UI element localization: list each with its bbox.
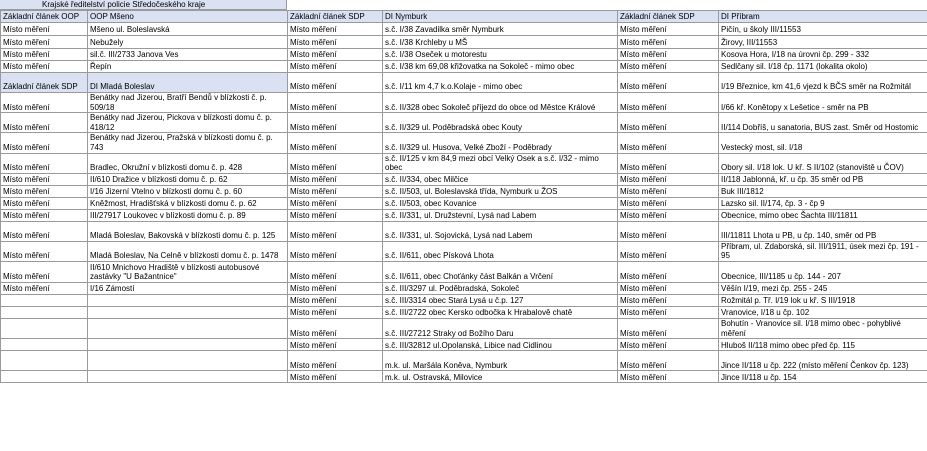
table-cell[interactable]: Místo měření	[1, 241, 88, 261]
table-cell[interactable]: s.č. III/32812 ul.Opolanská, Libice nad Cidlinou	[383, 339, 618, 351]
table-cell[interactable]: Místo měření	[1, 49, 88, 61]
table-cell[interactable]	[88, 351, 288, 371]
table-cell[interactable]: Vranovice, I/18 u čp. 102	[719, 306, 927, 318]
table-cell[interactable]: Místo měření	[618, 23, 719, 36]
table-cell[interactable]: Místo měření	[618, 306, 719, 318]
table-cell[interactable]: Bradlec, Okružní v blízkosti domu č. p. 428	[88, 153, 288, 173]
table-cell[interactable]: Řepín	[88, 61, 288, 73]
table-row	[1, 221, 927, 241]
table-cell[interactable]: Místo měření	[288, 294, 383, 306]
table-row	[1, 261, 927, 282]
table-cell[interactable]: I/66 kř. Konětopy x Lešetice - směr na PB	[719, 93, 927, 113]
table-cell[interactable]: s.č. II/329 ul. Poděbradská obec Kouty	[383, 113, 618, 133]
table-cell[interactable]: Mladá Boleslav, Bakovská v blízkosti domu č. p. 125	[88, 221, 288, 241]
table-row	[1, 49, 927, 61]
table-row	[1, 73, 927, 93]
table-cell[interactable]: Místo měření	[1, 23, 88, 36]
table-cell[interactable]: DI Příbram	[719, 11, 927, 23]
table-cell[interactable]: Místo měření	[288, 371, 383, 383]
table-cell[interactable]: s.č. II/328 obec Sokoleč příjezd do obce od Městce Králové	[383, 93, 618, 113]
table-cell[interactable]: Bohutín - Vranovice sil. I/18 mimo obec - pohyblivé měření	[719, 318, 927, 338]
table-cell[interactable]: Jince II/118 u čp. 222 (místo měření Čenkov čp. 123)	[719, 351, 927, 371]
table-cell[interactable]: Místo měření	[1, 197, 88, 209]
table-cell[interactable]: DI Nymburk	[383, 11, 618, 23]
table-cell[interactable]	[1, 339, 88, 351]
table-cell[interactable]: s.č. II/331, ul. Sojovická, Lysá nad Labem	[383, 221, 618, 241]
table-row	[1, 241, 927, 261]
table-cell[interactable]: Rožmitál p. Tř. I/19 lok u kř. S III/1918	[719, 294, 927, 306]
table-cell[interactable]: s.č. II/125 v km 84,9 mezi obcí Velký Osek a s.č. I/32 - mimo obec	[383, 153, 618, 173]
table-cell[interactable]: s.č. III/3297 ul. Poděbradská, Sokoleč	[383, 282, 618, 294]
table-cell[interactable]: I/16 Jizerní Vtelno v blízkosti domu č. p. 60	[88, 185, 288, 197]
table-cell[interactable]: s.č. II/611, obec Choťánky část Balkán a Vrčení	[383, 261, 618, 282]
table-cell[interactable]: Místo měření	[618, 241, 719, 261]
table-row	[1, 61, 927, 73]
table-cell[interactable]: Místo měření	[288, 23, 383, 36]
table-cell[interactable]: II/118 Jablonná, kř. u čp. 35 směr od PB	[719, 173, 927, 185]
table-cell[interactable]: Místo měření	[1, 153, 88, 173]
table-row	[1, 209, 927, 221]
table-cell[interactable]: Obory sil. I/18 lok. U kř. S II/102 (stanoviště u ČOV)	[719, 153, 927, 173]
table-cell[interactable]	[88, 339, 288, 351]
table-row	[1, 173, 927, 185]
table-cell[interactable]: s.č. II/329 ul. Husova, Velké Zboží - Poděbrady	[383, 133, 618, 153]
table-cell[interactable]: Místo měření	[618, 49, 719, 61]
table-cell[interactable]: Místo měření	[618, 153, 719, 173]
table-cell[interactable]: Místo měření	[288, 318, 383, 338]
table-cell[interactable]: Kosova Hora, I/18 na úrovni čp. 299 - 332	[719, 49, 927, 61]
table-row	[1, 133, 927, 153]
table-cell[interactable]: Místo měření	[1, 185, 88, 197]
table-cell[interactable]: Místo měření	[618, 113, 719, 133]
table-cell[interactable]: s.č. II/503, obec Kovanice	[383, 197, 618, 209]
table-row	[1, 197, 927, 209]
table-cell[interactable]: Místo měření	[1, 173, 88, 185]
table-cell[interactable]	[1, 306, 88, 318]
table-cell[interactable]: Místo měření	[288, 241, 383, 261]
header-row	[1, 11, 927, 23]
table-cell[interactable]: Místo měření	[288, 282, 383, 294]
sheet-title: Krajské ředitelství policie Středočeského kraje	[0, 0, 287, 10]
table-cell[interactable]: s.č. II/334, obec Milčice	[383, 173, 618, 185]
table-row	[1, 371, 927, 383]
table-cell[interactable]: sil.č. III/2733 Janova Ves	[88, 49, 288, 61]
table-cell[interactable]: Místo měření	[618, 209, 719, 221]
table-cell[interactable]: Místo měření	[1, 209, 88, 221]
table-cell[interactable]	[1, 351, 88, 371]
table-row	[1, 113, 927, 133]
table-cell[interactable]: Jince II/118 u čp. 154	[719, 371, 927, 383]
table-cell[interactable]: Místo měření	[288, 153, 383, 173]
table-cell[interactable]: Příbram, ul. Zdaborská, sil. III/1911, úsek mezi čp. 191 - 95	[719, 241, 927, 261]
table-cell[interactable]: Obecnice, mimo obec Šachta III/11811	[719, 209, 927, 221]
table-cell[interactable]: Místo měření	[288, 173, 383, 185]
table-cell[interactable]: Obecnice, III/1185 u čp. 144 - 207	[719, 261, 927, 282]
table-cell[interactable]: Místo měření	[1, 36, 88, 49]
table-cell[interactable]: Sedlčany sil. I/18 čp. 1171 (lokalita okolo)	[719, 61, 927, 73]
table-cell[interactable]: s.č. I/38 km 69,08 křižovatka na Sokoleč - mimo obec	[383, 61, 618, 73]
table-row	[1, 185, 927, 197]
table-cell[interactable]: Místo měření	[618, 339, 719, 351]
table-cell[interactable]: Místo měření	[618, 73, 719, 93]
table-cell[interactable]: Hluboš II/118 mimo obec před čp. 115	[719, 339, 927, 351]
table-cell[interactable]: II/610 Dražice v blízkosti domu č. p. 62	[88, 173, 288, 185]
table-cell[interactable]: s.č. III/2722 obec Kersko odbočka k Hrabalově chatě	[383, 306, 618, 318]
table-cell[interactable]	[1, 294, 88, 306]
table-cell[interactable]: Místo měření	[618, 294, 719, 306]
table-cell[interactable]: Místo měření	[1, 61, 88, 73]
table-cell[interactable]: Místo měření	[618, 282, 719, 294]
table-cell[interactable]: s.č. II/503, ul. Boleslavská třída, Nymburk u ŽOS	[383, 185, 618, 197]
table-cell[interactable]: II/114 Dobříš, u sanatoria, BUS zast. Směr od Hostomic	[719, 113, 927, 133]
table-cell[interactable]: Místo měření	[1, 221, 88, 241]
table-cell[interactable]: Nebužely	[88, 36, 288, 49]
table-cell[interactable]: Místo měření	[288, 93, 383, 113]
table-cell[interactable]: Místo měření	[288, 261, 383, 282]
table-cell[interactable]	[88, 306, 288, 318]
table-cell[interactable]	[1, 371, 88, 383]
table-cell[interactable]: Místo měření	[288, 113, 383, 133]
table-cell[interactable]: I/16 Zámostí	[88, 282, 288, 294]
table-cell[interactable]: s.č. III/3314 obec Stará Lysá u č.p. 127	[383, 294, 618, 306]
table-cell[interactable]: Benátky nad Jizerou, Pražská v blízkosti domu č. p. 743	[88, 133, 288, 153]
table-row	[1, 306, 927, 318]
table-cell[interactable]: Místo měření	[618, 61, 719, 73]
table-cell[interactable]: Pičín, u školy III/11553	[719, 23, 927, 36]
table-cell[interactable]: Místo měření	[1, 93, 88, 113]
table-cell[interactable]: Základní článek SDP	[1, 73, 88, 93]
table-cell[interactable]: Vestecký most, sil. I/18	[719, 133, 927, 153]
table-cell[interactable]: Místo měření	[288, 209, 383, 221]
table-cell[interactable]	[1, 318, 88, 338]
table-cell[interactable]: Místo měření	[288, 133, 383, 153]
table-cell[interactable]: Místo měření	[288, 61, 383, 73]
table-cell[interactable]: Buk III/1812	[719, 185, 927, 197]
table-cell[interactable]: Místo měření	[288, 49, 383, 61]
table-row	[1, 318, 927, 338]
table-cell[interactable]: Místo měření	[1, 133, 88, 153]
table-cell[interactable]: Místo měření	[618, 318, 719, 338]
table-cell[interactable]: OOP Mšeno	[88, 11, 288, 23]
table-row	[1, 36, 927, 49]
table-cell[interactable]: Místo měření	[288, 339, 383, 351]
measurement-table	[0, 10, 927, 383]
table-row	[1, 282, 927, 294]
table-cell[interactable]: m.k. ul. Ostravská, Milovice	[383, 371, 618, 383]
table-cell[interactable]: Místo měření	[288, 73, 383, 93]
table-cell[interactable]: Věšín I/19, mezi čp. 255 - 245	[719, 282, 927, 294]
table-cell[interactable]: Lazsko sil. II/174, čp. 3 - čp 9	[719, 197, 927, 209]
table-cell[interactable]: Benátky nad Jizerou, Pickova v blízkosti domu č. p. 418/12	[88, 113, 288, 133]
table-cell[interactable]: Místo měření	[288, 306, 383, 318]
table-cell[interactable]: s.č. III/27212 Straky od Božího Daru	[383, 318, 618, 338]
table-cell[interactable]: Místo měření	[618, 351, 719, 371]
table-cell[interactable]: Základní článek OOP	[1, 11, 88, 23]
table-cell[interactable]: Místo měření	[618, 173, 719, 185]
table-row	[1, 339, 927, 351]
table-cell[interactable]: Místo měření	[288, 36, 383, 49]
table-cell[interactable]: Místo měření	[618, 221, 719, 241]
table-cell[interactable]: Místo měření	[618, 261, 719, 282]
table-cell[interactable]: Místo měření	[1, 113, 88, 133]
table-cell[interactable]	[88, 318, 288, 338]
table-cell[interactable]: III/11811 Lhota u PB, u čp. 140, směr od PB	[719, 221, 927, 241]
table-cell[interactable]: m.k. ul. Maršála Koněva, Nymburk	[383, 351, 618, 371]
table-cell[interactable]: Místo měření	[1, 261, 88, 282]
table-cell[interactable]: Žirovy, III/11553	[719, 36, 927, 49]
table-cell[interactable]: Místo měření	[288, 197, 383, 209]
table-cell[interactable]	[88, 294, 288, 306]
table-cell[interactable]: Místo měření	[618, 36, 719, 49]
table-cell[interactable]: Místo měření	[288, 185, 383, 197]
table-row	[1, 294, 927, 306]
table-cell[interactable]: Místo měření	[618, 185, 719, 197]
table-cell[interactable]: Mšeno ul. Boleslavská	[88, 23, 288, 36]
table-cell[interactable]: Základní článek SDP	[618, 11, 719, 23]
table-cell[interactable]: III/27917 Loukovec v blízkosti domu č. p. 89	[88, 209, 288, 221]
table-cell[interactable]: Místo měření	[618, 93, 719, 113]
table-cell[interactable]: s.č. II/611, obec Písková Lhota	[383, 241, 618, 261]
table-cell[interactable]: Místo měření	[618, 371, 719, 383]
table-cell[interactable]: Místo měření	[288, 351, 383, 371]
table-cell[interactable]	[88, 371, 288, 383]
table-cell[interactable]: s.č. I/38 Zavadilka směr Nymburk	[383, 23, 618, 36]
table-row	[1, 153, 927, 173]
table-cell[interactable]: Mladá Boleslav, Na Celně v blízkosti domu č. p. 1478	[88, 241, 288, 261]
table-row	[1, 23, 927, 36]
table-cell[interactable]: Místo měření	[618, 197, 719, 209]
table-cell[interactable]: DI Mladá Boleslav	[88, 73, 288, 93]
table-cell[interactable]: s.č. I/38 Krchleby u MŠ	[383, 36, 618, 49]
table-cell[interactable]: II/610 Mnichovo Hradiště v blízkosti autobusové zastávky "U Bažantnice"	[88, 261, 288, 282]
table-cell[interactable]: Benátky nad Jizerou, Bratří Bendů v blízkosti č. p. 509/18	[88, 93, 288, 113]
table-cell[interactable]: Kněžmost, Hradišťská v blízkosti domu č. p. 62	[88, 197, 288, 209]
table-cell[interactable]: s.č. I/38 Oseček u motorestu	[383, 49, 618, 61]
table-cell[interactable]: Základní článek SDP	[288, 11, 383, 23]
table-cell[interactable]: Místo měření	[1, 282, 88, 294]
table-cell[interactable]: s.č. I/11 km 4,7 k.o.Kolaje - mimo obec	[383, 73, 618, 93]
table-cell[interactable]: I/19 Březnice, km 41,6 vjezd k BČS směr na Rožmitál	[719, 73, 927, 93]
table-cell[interactable]: s.č. II/331, ul. Družstevní, Lysá nad Labem	[383, 209, 618, 221]
table-cell[interactable]: Místo měření	[618, 133, 719, 153]
table-cell[interactable]: Místo měření	[288, 221, 383, 241]
table-row	[1, 351, 927, 371]
table-row	[1, 93, 927, 113]
